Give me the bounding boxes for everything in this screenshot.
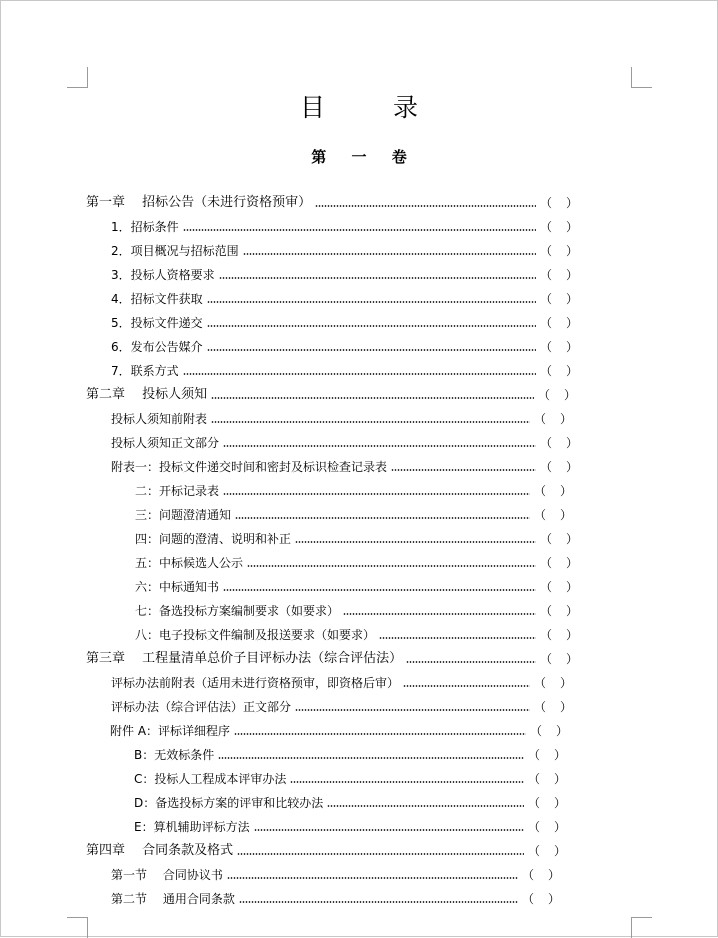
- page-open-paren: （: [528, 772, 541, 786]
- page-close-paren: ）: [565, 628, 578, 642]
- page-number-placeholder: [528, 818, 566, 836]
- page-close-paren: ）: [565, 244, 578, 258]
- page-close-paren: ）: [565, 364, 578, 378]
- page-open-paren: （: [528, 796, 541, 810]
- toc-entry[interactable]: [134, 794, 566, 812]
- dot-leader: [207, 325, 536, 327]
- page-open-paren: （: [540, 580, 553, 594]
- toc-entry[interactable]: [111, 338, 578, 356]
- page-number-placeholder: [530, 722, 568, 740]
- page-number-placeholder: [540, 554, 578, 572]
- dot-leader: [403, 685, 530, 687]
- page-close-paren: ）: [565, 580, 578, 594]
- dot-leader: [290, 781, 524, 783]
- page-number-placeholder: [540, 266, 578, 284]
- dot-leader: [207, 301, 536, 303]
- toc-entry-title: C：投标人工程成本评审办法: [134, 772, 287, 786]
- page-number-placeholder: [540, 242, 578, 260]
- toc-entry[interactable]: [111, 242, 578, 260]
- toc-entry[interactable]: [86, 650, 578, 668]
- page-open-paren: （: [540, 244, 553, 258]
- page-number-placeholder: [540, 530, 578, 548]
- margin-mark-bottom-left: [67, 917, 88, 938]
- page-close-paren: ）: [559, 700, 572, 714]
- toc-entry-title: 八：电子投标文件编制及报送要求（如要求）: [135, 628, 376, 642]
- page-open-paren: （: [540, 316, 553, 330]
- page-number-placeholder: [540, 602, 578, 620]
- dot-leader: [223, 493, 530, 495]
- page-open-paren: （: [534, 676, 547, 690]
- page-number-placeholder: [534, 674, 572, 692]
- page-number-placeholder: [534, 698, 572, 716]
- page-close-paren: ）: [565, 604, 578, 618]
- page-close-paren: ）: [553, 796, 566, 810]
- page-close-paren: ）: [565, 292, 578, 306]
- page-number-placeholder: [522, 866, 560, 884]
- page-open-paren: （: [540, 652, 553, 666]
- page-open-paren: （: [540, 556, 553, 570]
- dot-leader: [183, 373, 536, 375]
- toc-entry[interactable]: [86, 386, 576, 404]
- page-open-paren: （: [534, 412, 547, 426]
- page-close-paren: ）: [565, 316, 578, 330]
- page-open-paren: （: [528, 820, 541, 834]
- toc-entry-title: 五：中标候选人公示: [135, 556, 244, 570]
- toc-entry[interactable]: [135, 602, 578, 620]
- toc-entry[interactable]: [134, 770, 566, 788]
- toc-entry-title: 7．联系方式: [111, 364, 179, 378]
- dot-leader: [327, 805, 524, 807]
- page-number-placeholder: [540, 458, 578, 476]
- dot-leader: [237, 853, 524, 855]
- toc-entry[interactable]: [111, 890, 560, 908]
- toc-entry-title: 附表一：投标文件递交时间和密封及标识检查记录表: [111, 460, 388, 474]
- toc-entry[interactable]: [111, 266, 578, 284]
- page-open-paren: （: [534, 700, 547, 714]
- toc-entry-title: 第一节 合同协议书: [111, 868, 223, 882]
- page-close-paren: ）: [565, 196, 578, 210]
- page-open-paren: （: [522, 868, 535, 882]
- page-close-paren: ）: [565, 460, 578, 474]
- toc-entry-title: 四：问题的澄清、说明和补正: [135, 532, 292, 546]
- page-open-paren: （: [540, 196, 553, 210]
- toc-entry[interactable]: [135, 626, 578, 644]
- page-number-placeholder: [540, 362, 578, 380]
- page-close-paren: ）: [565, 556, 578, 570]
- page-close-paren: ）: [555, 724, 568, 738]
- page-number-placeholder: [540, 434, 578, 452]
- page-number-placeholder: [528, 770, 566, 788]
- margin-mark-top-right: [631, 67, 652, 88]
- toc-entry-title: 二：开标记录表: [135, 484, 220, 498]
- toc-entry[interactable]: [111, 698, 572, 716]
- toc-entry[interactable]: [135, 482, 572, 500]
- page-number-placeholder: [528, 746, 566, 764]
- dot-leader: [207, 349, 536, 351]
- margin-mark-bottom-right: [631, 917, 652, 938]
- toc-entry-title: 六：中标通知书: [135, 580, 220, 594]
- page-number-placeholder: [538, 386, 576, 404]
- toc-entry-title: 6．发布公告媒介: [111, 340, 203, 354]
- toc-entry-title: E：算机辅助评标方法: [134, 820, 250, 834]
- page-number-placeholder: [528, 794, 566, 812]
- toc-entry[interactable]: [135, 506, 572, 524]
- dot-leader: [211, 421, 530, 423]
- toc-entry-title: 附件 A：评标详细程序: [110, 724, 231, 738]
- toc-entry[interactable]: [111, 290, 578, 308]
- toc-entry-title: 第四章 合同条款及格式: [86, 843, 234, 858]
- page-open-paren: （: [528, 844, 541, 858]
- dot-leader: [183, 229, 536, 231]
- page-number-placeholder: [534, 506, 572, 524]
- toc-entry[interactable]: [111, 674, 572, 692]
- dot-leader: [223, 589, 536, 591]
- page-open-paren: （: [540, 292, 553, 306]
- page-close-paren: ）: [565, 532, 578, 546]
- toc-entry[interactable]: [135, 578, 578, 596]
- page-open-paren: （: [540, 220, 553, 234]
- toc-entry[interactable]: [86, 842, 566, 860]
- page-open-paren: （: [540, 436, 553, 450]
- page-close-paren: ）: [563, 388, 576, 402]
- toc-entry[interactable]: [111, 458, 578, 476]
- toc-entry-title: 3．投标人资格要求: [111, 268, 215, 282]
- toc-entry[interactable]: [111, 866, 560, 884]
- page-close-paren: ）: [565, 268, 578, 282]
- page-number-placeholder: [522, 890, 560, 908]
- page-number-placeholder: [540, 218, 578, 236]
- page-close-paren: ）: [559, 508, 572, 522]
- page-close-paren: ）: [565, 340, 578, 354]
- dot-leader: [218, 757, 524, 759]
- dot-leader: [239, 901, 518, 903]
- page-open-paren: （: [540, 604, 553, 618]
- margin-mark-top-left: [67, 67, 88, 88]
- toc-entry[interactable]: [111, 434, 578, 452]
- page-open-paren: （: [522, 892, 535, 906]
- dot-leader: [406, 661, 536, 663]
- dot-leader: [295, 709, 530, 711]
- toc-entry[interactable]: [86, 194, 578, 212]
- page-close-paren: ）: [559, 676, 572, 690]
- document-title: 目 录: [300, 93, 448, 122]
- toc-entry-title: 2．项目概况与招标范围: [111, 244, 239, 258]
- page-close-paren: ）: [565, 652, 578, 666]
- page-close-paren: ）: [547, 892, 560, 906]
- dot-leader: [343, 613, 536, 615]
- toc-entry-title: 1．招标条件: [111, 220, 179, 234]
- page-number-placeholder: [534, 410, 572, 428]
- toc-entry[interactable]: [134, 818, 566, 836]
- page-close-paren: ）: [565, 436, 578, 450]
- page-open-paren: （: [540, 460, 553, 474]
- dot-leader: [379, 637, 536, 639]
- page-number-placeholder: [540, 194, 578, 212]
- dot-leader: [243, 253, 536, 255]
- page-open-paren: （: [540, 532, 553, 546]
- page-close-paren: ）: [547, 868, 560, 882]
- toc-entry[interactable]: [135, 554, 578, 572]
- page-number-placeholder: [540, 578, 578, 596]
- page-close-paren: ）: [559, 484, 572, 498]
- page-close-paren: ）: [553, 772, 566, 786]
- toc-entry-title: 第二节 通用合同条款: [111, 892, 235, 906]
- dot-leader: [227, 877, 518, 879]
- page-number-placeholder: [540, 290, 578, 308]
- page-number-placeholder: [534, 482, 572, 500]
- toc-entry[interactable]: [134, 746, 566, 764]
- toc-entry-title: B：无效标条件: [134, 748, 215, 762]
- toc-entry-title: 评标办法（综合评估法）正文部分: [111, 700, 292, 714]
- dot-leader: [315, 205, 536, 207]
- page-number-placeholder: [540, 314, 578, 332]
- page-open-paren: （: [534, 484, 547, 498]
- dot-leader: [235, 517, 530, 519]
- toc-entry-title: 第二章 投标人须知: [86, 387, 208, 402]
- toc-entry-title: 4．招标文件获取: [111, 292, 203, 306]
- page-open-paren: （: [530, 724, 543, 738]
- toc-entry-title: 三：问题澄清通知: [135, 508, 232, 522]
- dot-leader: [234, 733, 526, 735]
- page-open-paren: （: [540, 340, 553, 354]
- toc-entry-title: 评标办法前附表（适用未进行资格预审，即资格后审）: [111, 676, 400, 690]
- dot-leader: [254, 829, 524, 831]
- page-close-paren: ）: [559, 412, 572, 426]
- toc-entry[interactable]: [111, 314, 578, 332]
- dot-leader: [211, 397, 534, 399]
- page-close-paren: ）: [553, 748, 566, 762]
- page-open-paren: （: [538, 388, 551, 402]
- dot-leader: [247, 565, 536, 567]
- toc-entry[interactable]: [111, 218, 578, 236]
- page-open-paren: （: [534, 508, 547, 522]
- toc-entry-title: 投标人须知正文部分: [111, 436, 220, 450]
- page-number-placeholder: [540, 626, 578, 644]
- toc-entry-title: 投标人须知前附表: [111, 412, 208, 426]
- toc-entry[interactable]: [111, 410, 572, 428]
- page-open-paren: （: [528, 748, 541, 762]
- page-number-placeholder: [528, 842, 566, 860]
- page-close-paren: ）: [553, 820, 566, 834]
- toc-entry-title: 第三章 工程量清单总价子目评标办法（综合评估法）: [86, 651, 403, 666]
- page-open-paren: （: [540, 364, 553, 378]
- toc-entry-title: 5．投标文件递交: [111, 316, 203, 330]
- toc-entry[interactable]: [111, 362, 578, 380]
- dot-leader: [223, 445, 536, 447]
- page-open-paren: （: [540, 268, 553, 282]
- dot-leader: [391, 469, 536, 471]
- toc-entry-title: 第一章 招标公告（未进行资格预审）: [86, 195, 312, 210]
- page-number-placeholder: [540, 650, 578, 668]
- page-close-paren: ）: [565, 220, 578, 234]
- page-close-paren: ）: [553, 844, 566, 858]
- page-open-paren: （: [540, 628, 553, 642]
- toc-entry[interactable]: [135, 530, 578, 548]
- toc-entry[interactable]: [110, 722, 568, 740]
- dot-leader: [295, 541, 536, 543]
- toc-entry-title: D：备选投标方案的评审和比较办法: [134, 796, 324, 810]
- volume-heading: 第 一 卷: [311, 148, 417, 166]
- toc-entry-title: 七：备选投标方案编制要求（如要求）: [135, 604, 340, 618]
- page-number-placeholder: [540, 338, 578, 356]
- dot-leader: [219, 277, 536, 279]
